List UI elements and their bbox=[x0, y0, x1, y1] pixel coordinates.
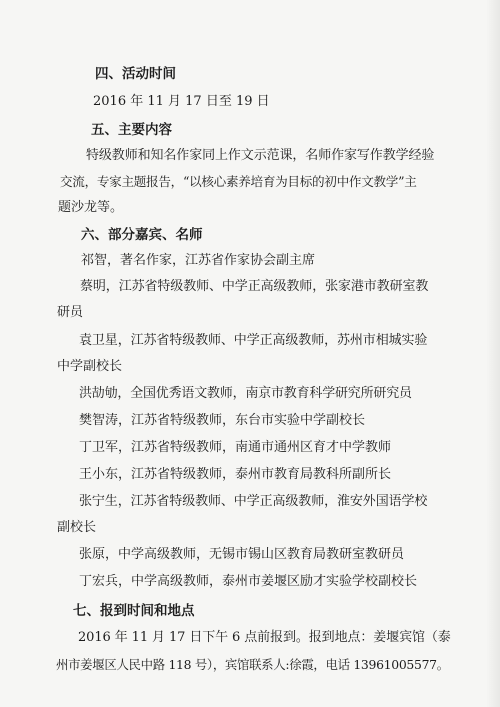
section-4-heading: 四、活动时间 bbox=[95, 66, 176, 82]
checkin-line-1: 2016 年 11 月 17 日下午 6 点前报到。报到地点：姜堰宾馆（泰 bbox=[78, 630, 451, 645]
guest-entry: 丁卫军，江苏省特级教师，南通市通州区育才中学教师 bbox=[79, 440, 392, 455]
guest-entry: 张宁生，江苏省特级教师、中学正高级教师，淮安外国语学校 bbox=[79, 494, 428, 509]
section-6-heading: 六、部分嘉宾、名师 bbox=[81, 227, 203, 243]
guest-entry: 王小东，江苏省特级教师，泰州市教育局教科所副所长 bbox=[79, 467, 392, 482]
content-line-1: 特级教师和知名作家同上作文示范课，名师作家写作教学经验 bbox=[86, 148, 435, 163]
guest-entry: 蔡明，江苏省特级教师、中学正高级教师，张家港市教研室教 bbox=[80, 279, 429, 294]
section-7-heading: 七、报到时间和地点 bbox=[73, 603, 195, 619]
content-line-2: 交流，专家主题报告，“以核心素养培育为目标的初中作文教学”主 bbox=[60, 174, 417, 189]
guest-entry-continued: 研员 bbox=[57, 305, 84, 320]
section-5-heading: 五、主要内容 bbox=[91, 122, 172, 138]
guest-entry: 洪劼劬，全国优秀语文教师，南京市教育科学研究所研究员 bbox=[79, 386, 412, 401]
guest-entry-continued: 副校长 bbox=[57, 520, 97, 535]
content-line-3: 题沙龙等。 bbox=[58, 200, 124, 215]
scan-shadow-edge bbox=[486, 0, 500, 707]
guest-entry: 祁智，著名作家，江苏省作家协会副主席 bbox=[81, 253, 316, 268]
guest-entry: 袁卫星，江苏省特级教师、中学正高级教师，苏州市相城实验 bbox=[79, 333, 428, 348]
guest-entry: 樊智涛，江苏省特级教师，东台市实验中学副校长 bbox=[79, 413, 366, 428]
guest-entry: 张原，中学高级教师，无锡市锡山区教育局教研室教研员 bbox=[79, 547, 405, 562]
guest-entry: 丁宏兵，中学高级教师，泰州市姜堰区励才实验学校副校长 bbox=[79, 574, 418, 589]
activity-dates: 2016 年 11 月 17 日至 19 日 bbox=[93, 94, 270, 109]
checkin-line-2: 州市姜堰区人民中路 118 号），宾馆联系人:徐霞，电话 13961005577。 bbox=[56, 657, 449, 672]
guest-entry-continued: 中学副校长 bbox=[57, 359, 123, 374]
